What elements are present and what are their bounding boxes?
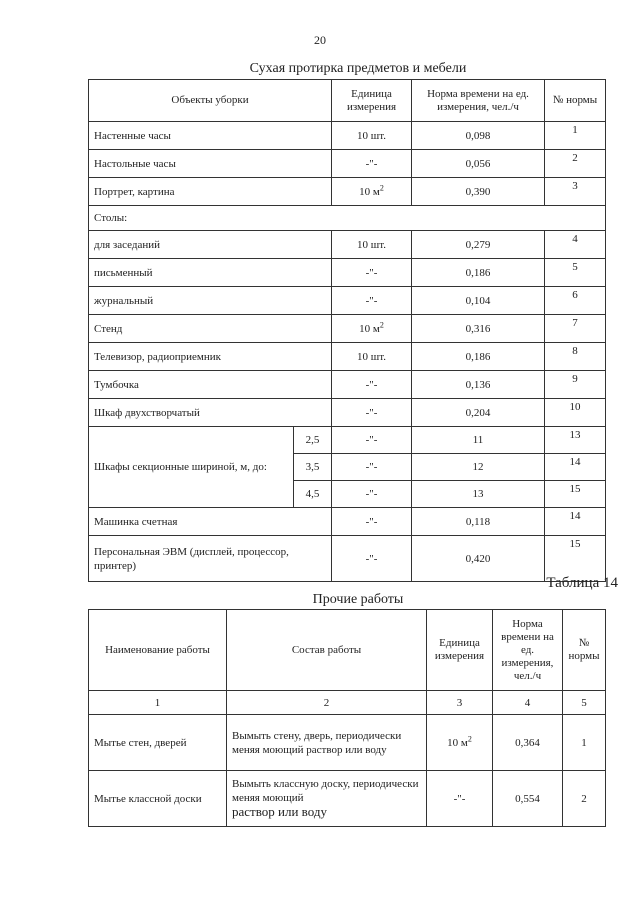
row-object: Шкаф двухстворчатый — [89, 399, 332, 427]
row-unit — [332, 315, 412, 343]
row-norm: 0,420 — [412, 536, 545, 582]
row-unit: -"- — [332, 371, 412, 399]
row-number: 9 — [545, 371, 606, 399]
row-norm: 13 — [412, 481, 545, 508]
row-number: 15 — [545, 481, 606, 508]
row-norm: 11 — [412, 427, 545, 454]
row-number: 14 — [545, 454, 606, 481]
row-unit: -"- — [332, 287, 412, 315]
row-norm: 0,104 — [412, 287, 545, 315]
row-unit: 10 шт. — [332, 343, 412, 371]
row-object: Телевизор, радиоприемник — [89, 343, 332, 371]
header-norm: Норма времени на ед. измерения, чел./ч — [493, 610, 563, 691]
row-unit: -"- — [332, 150, 412, 178]
row-norm: 0,364 — [493, 715, 563, 771]
column-number: 4 — [493, 691, 563, 715]
table-row — [89, 371, 606, 399]
row-unit: -"- — [332, 481, 412, 508]
unit-superscript: 2 — [467, 733, 472, 743]
table-row — [89, 508, 606, 536]
row-number: 2 — [563, 771, 606, 827]
row-object: Тумбочка — [89, 371, 332, 399]
row-unit: -"- — [332, 399, 412, 427]
cabinet-width: 2,5 — [294, 427, 332, 454]
row-object: Персональная ЭВМ (дисплей, процессор, принтер) — [89, 536, 332, 582]
row-unit — [427, 715, 493, 771]
composition-text: Вымыть классную доску, периодически меняя моющий — [232, 778, 419, 804]
table-row — [89, 399, 606, 427]
row-number: 3 — [545, 178, 606, 206]
column-number-row — [89, 691, 606, 715]
work-name: Мытье стен, дверей — [89, 715, 227, 771]
row-object: Портрет, картина — [89, 178, 332, 206]
row-unit: -"- — [332, 259, 412, 287]
table-header-row — [89, 80, 606, 122]
row-norm: 0,056 — [412, 150, 545, 178]
unit-text: 10 м — [359, 185, 380, 198]
table-row — [89, 343, 606, 371]
work-composition: Вымыть стену, дверь, периодически меняя моющий раствор или воду — [227, 715, 427, 771]
row-number: 8 — [545, 343, 606, 371]
header-number: № нормы — [545, 80, 606, 122]
row-object: журнальный — [89, 287, 332, 315]
table-row — [89, 315, 606, 343]
row-unit: -"- — [427, 771, 493, 827]
header-name: Наименование работы — [89, 610, 227, 691]
section-label: Столы: — [89, 206, 606, 231]
unit-superscript: 2 — [379, 182, 384, 192]
row-number: 5 — [545, 259, 606, 287]
header-unit: Единица измерения — [332, 80, 412, 122]
row-object: Настольные часы — [89, 150, 332, 178]
table-1-caption: Сухая протирка предметов и мебели — [249, 61, 467, 76]
section-row — [89, 206, 606, 231]
row-number: 1 — [545, 122, 606, 150]
row-norm: 0,186 — [412, 259, 545, 287]
work-composition — [227, 771, 427, 827]
page-number: 20 — [314, 33, 326, 47]
composition-text-continued: раствор или воду — [232, 804, 327, 819]
header-object: Объекты уборки — [89, 80, 332, 122]
unit-text: 10 м — [447, 736, 468, 749]
header-composition: Состав работы — [227, 610, 427, 691]
column-number: 1 — [89, 691, 227, 715]
table-row — [89, 178, 606, 206]
cabinet-width: 4,5 — [294, 481, 332, 508]
header-number: № нормы — [563, 610, 606, 691]
table-2-caption: Прочие работы — [312, 592, 404, 607]
row-unit: -"- — [332, 427, 412, 454]
row-number: 2 — [545, 150, 606, 178]
row-norm: 0,204 — [412, 399, 545, 427]
work-name: Мытье классной доски — [89, 771, 227, 827]
row-unit: -"- — [332, 454, 412, 481]
row-number: 13 — [545, 427, 606, 454]
header-unit: Единица измерения — [427, 610, 493, 691]
row-number: 14 — [545, 508, 606, 536]
row-norm: 0,118 — [412, 508, 545, 536]
table-row — [89, 150, 606, 178]
row-object: Стенд — [89, 315, 332, 343]
row-norm: 0,136 — [412, 371, 545, 399]
table-row — [89, 259, 606, 287]
row-norm: 0,186 — [412, 343, 545, 371]
column-number: 3 — [427, 691, 493, 715]
table-header-row — [89, 610, 606, 691]
cabinet-width: 3,5 — [294, 454, 332, 481]
row-number: 15 — [545, 536, 606, 582]
header-norm: Норма времени на ед. измерения, чел./ч — [412, 80, 545, 122]
row-norm: 0,316 — [412, 315, 545, 343]
row-object: письменный — [89, 259, 332, 287]
row-norm: 0,098 — [412, 122, 545, 150]
column-number: 5 — [563, 691, 606, 715]
row-object: Настенные часы — [89, 122, 332, 150]
row-object: для заседаний — [89, 231, 332, 259]
table-number-label: Таблица 14 — [546, 575, 618, 591]
row-number: 4 — [545, 231, 606, 259]
column-number: 2 — [227, 691, 427, 715]
unit-superscript: 2 — [379, 319, 384, 329]
row-norm: 0,279 — [412, 231, 545, 259]
other-works-table — [88, 609, 606, 827]
row-unit: -"- — [332, 536, 412, 582]
row-number: 6 — [545, 287, 606, 315]
row-norm: 0,554 — [493, 771, 563, 827]
table-row — [89, 771, 606, 827]
row-norm: 0,390 — [412, 178, 545, 206]
row-unit: 10 шт. — [332, 231, 412, 259]
row-unit — [332, 178, 412, 206]
row-unit: -"- — [332, 508, 412, 536]
cleaning-norms-table — [88, 79, 606, 582]
unit-text: 10 м — [359, 322, 380, 335]
table-row — [89, 122, 606, 150]
row-norm: 12 — [412, 454, 545, 481]
row-unit: 10 шт. — [332, 122, 412, 150]
row-number: 7 — [545, 315, 606, 343]
table-row — [89, 287, 606, 315]
table-row — [89, 427, 606, 454]
row-number: 1 — [563, 715, 606, 771]
sectional-cabinets-label: Шкафы секционные шириной, м, до: — [89, 427, 294, 508]
table-row — [89, 715, 606, 771]
row-number: 10 — [545, 399, 606, 427]
row-object: Машинка счетная — [89, 508, 332, 536]
table-row — [89, 231, 606, 259]
table-row — [89, 536, 606, 582]
